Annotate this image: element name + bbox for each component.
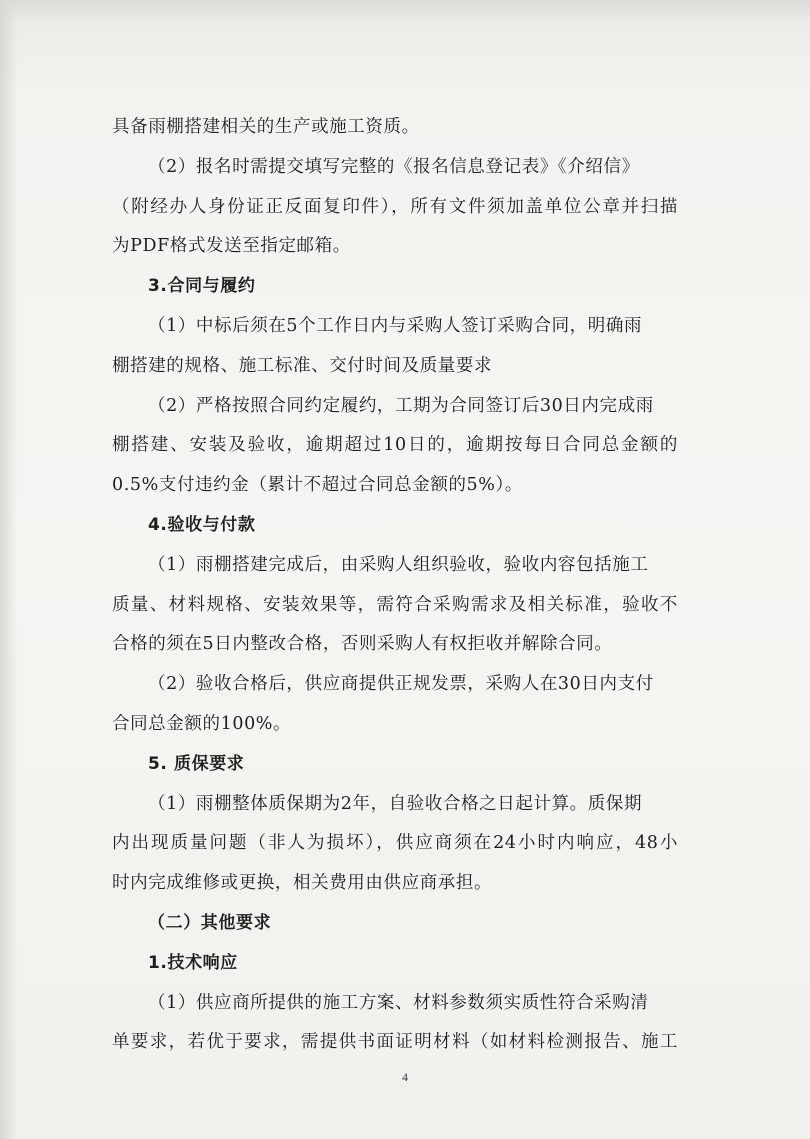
text-line: 0.5%支付违约金（累计不超过合同总金额的5%）。 xyxy=(112,475,523,496)
section-heading-contract: 3.合同与履约 xyxy=(148,276,256,297)
scan-shadow-top xyxy=(0,0,810,22)
text-line: 质量、材料规格、安装效果等，需符合采购需求及相关标准，验收不 xyxy=(112,594,678,615)
text-line: 合格的须在5日内整改合格，否则采购人有权拒收并解除合同。 xyxy=(112,634,613,655)
text-line: 合同总金额的100%。 xyxy=(112,713,292,734)
page-number: 4 xyxy=(402,1070,408,1084)
paragraph-line: （2）验收合格后，供应商提供正规发票，采购人在30日内支付 xyxy=(148,674,654,695)
section-heading-technical-response: 1.技术响应 xyxy=(148,952,238,973)
text-line: 棚搭建、安装及验收，逾期超过10日的，逾期按每日合同总金额的 xyxy=(112,435,678,456)
text-line: 为PDF格式发送至指定邮箱。 xyxy=(112,236,351,257)
document-body xyxy=(112,108,678,1063)
text-line: 时内完成维修或更换，相关费用由供应商承担。 xyxy=(112,873,493,894)
paragraph-line: （1）供应商所提供的施工方案、材料参数须实质性符合采购清 xyxy=(148,992,649,1013)
paragraph-line: （1）雨棚整体质保期为2年，自验收合格之日起计算。质保期 xyxy=(148,793,643,814)
text-line: 棚搭建的规格、施工标准、交付时间及质量要求 xyxy=(112,355,493,376)
section-heading-acceptance: 4.验收与付款 xyxy=(148,514,256,535)
text-line: 单要求，若优于要求，需提供书面证明材料（如材料检测报告、施工 xyxy=(112,1032,678,1053)
text-line: 内出现质量问题（非人为损坏），供应商须在24小时内响应，48小 xyxy=(112,833,678,854)
paragraph-line: （2）报名时需提交填写完整的《报名信息登记表》《介绍信》 xyxy=(148,156,640,177)
text-line: （附经办人身份证正反面复印件），所有文件须加盖单位公章并扫描 xyxy=(112,196,678,217)
section-heading-other-requirements: （二）其他要求 xyxy=(148,912,272,933)
section-heading-warranty: 5. 质保要求 xyxy=(148,753,245,774)
paragraph-line: （1）中标后须在5个工作日内与采购人签订采购合同，明确雨 xyxy=(148,315,643,336)
text-line: 具备雨棚搭建相关的生产或施工资质。 xyxy=(112,117,420,137)
scan-shadow-left xyxy=(0,0,18,1139)
paragraph-line: （2）严格按照合同约定履约，工期为合同签订后30日内完成雨 xyxy=(148,395,654,416)
paragraph-line: （1）雨棚搭建完成后，由采购人组织验收，验收内容包括施工 xyxy=(148,554,649,575)
